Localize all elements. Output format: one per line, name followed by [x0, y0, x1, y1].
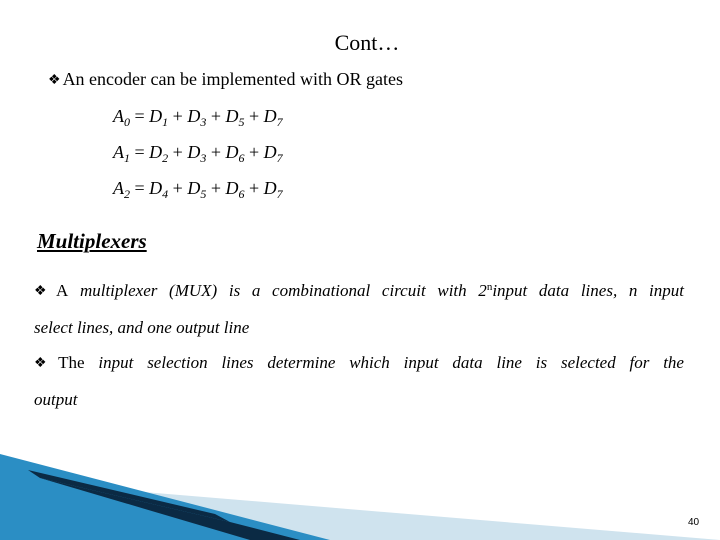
- equation-plus: +: [244, 106, 264, 126]
- equation-a0: [113, 106, 283, 127]
- equation-term: D: [187, 178, 201, 198]
- equation-plus: +: [168, 106, 188, 126]
- equation-lhs-sub: 2: [124, 187, 130, 201]
- equation-term-sub: 7: [276, 187, 283, 201]
- equation-term-sub: 1: [162, 115, 169, 129]
- equation-plus: +: [168, 142, 188, 162]
- equation-term: D: [187, 142, 201, 162]
- equation-lhs: A: [113, 142, 124, 162]
- page-number: 40: [688, 517, 700, 528]
- equation-term-sub: 7: [276, 115, 283, 129]
- equation-term-sub: 4: [162, 187, 169, 201]
- equation-term: D: [149, 178, 163, 198]
- equation-plus: +: [206, 178, 226, 198]
- equation-plus: +: [206, 106, 226, 126]
- equation-term: D: [225, 178, 239, 198]
- equation-plus: +: [244, 178, 264, 198]
- mux-selection-line-1: [34, 345, 684, 382]
- encoder-bullet: [48, 68, 403, 92]
- mux-definition-line-1: [34, 273, 684, 310]
- equation-plus: +: [244, 142, 264, 162]
- mux-definition-lead: A: [55, 281, 69, 300]
- equation-term: D: [225, 106, 239, 126]
- mux-definition-line-2: select lines, and one output line: [34, 318, 250, 337]
- equation-term: D: [263, 142, 277, 162]
- equation-term-sub: 2: [162, 151, 169, 165]
- equation-term: D: [187, 106, 201, 126]
- equation-a1: [113, 142, 283, 163]
- equation-term: D: [225, 142, 239, 162]
- corner-decoration: [0, 440, 720, 540]
- bullet-diamond-icon: ❖: [34, 284, 54, 299]
- equation-plus: +: [206, 142, 226, 162]
- equation-lhs-sub: 1: [124, 151, 130, 165]
- equation-term: D: [263, 106, 277, 126]
- equation-lhs: A: [113, 178, 124, 198]
- section-heading: Multiplexers: [37, 229, 147, 253]
- equation-equals: =: [130, 142, 150, 162]
- equation-equals: =: [130, 106, 150, 126]
- equation-equals: =: [130, 178, 150, 198]
- mux-definition-paragraph: [34, 273, 684, 346]
- equation-plus: +: [168, 178, 188, 198]
- equation-term-sub: 5: [200, 187, 207, 201]
- mux-definition-sup: n: [486, 281, 493, 293]
- mux-selection-lead: The: [58, 353, 85, 372]
- bullet-diamond-icon: ❖: [34, 356, 57, 371]
- mux-selection-line-2: output: [34, 390, 78, 409]
- equation-term-sub: 3: [200, 151, 207, 165]
- equation-lhs-sub: 0: [124, 115, 130, 129]
- equation-term: D: [263, 178, 277, 198]
- mux-definition-text-b: input data lines, n input: [492, 281, 684, 300]
- encoder-bullet-text: An encoder can be implemented with OR gates: [62, 69, 403, 89]
- equation-term-sub: 6: [238, 187, 245, 201]
- equation-term-sub: 5: [238, 115, 245, 129]
- equation-lhs: A: [113, 106, 124, 126]
- mux-selection-paragraph: [34, 345, 684, 418]
- equation-term: D: [149, 142, 163, 162]
- equation-term-sub: 6: [238, 151, 245, 165]
- equation-term-sub: 7: [276, 151, 283, 165]
- equation-term: D: [149, 106, 163, 126]
- equation-a2: [113, 178, 283, 199]
- mux-definition-text-a: multiplexer (MUX) is a combinational circuit with 2: [68, 281, 487, 300]
- bullet-diamond-icon: ❖: [48, 73, 61, 88]
- equation-term-sub: 3: [200, 115, 207, 129]
- slide-title: Cont…: [334, 30, 400, 55]
- mux-selection-text: input selection lines determine which input data line is selected for the: [84, 353, 684, 372]
